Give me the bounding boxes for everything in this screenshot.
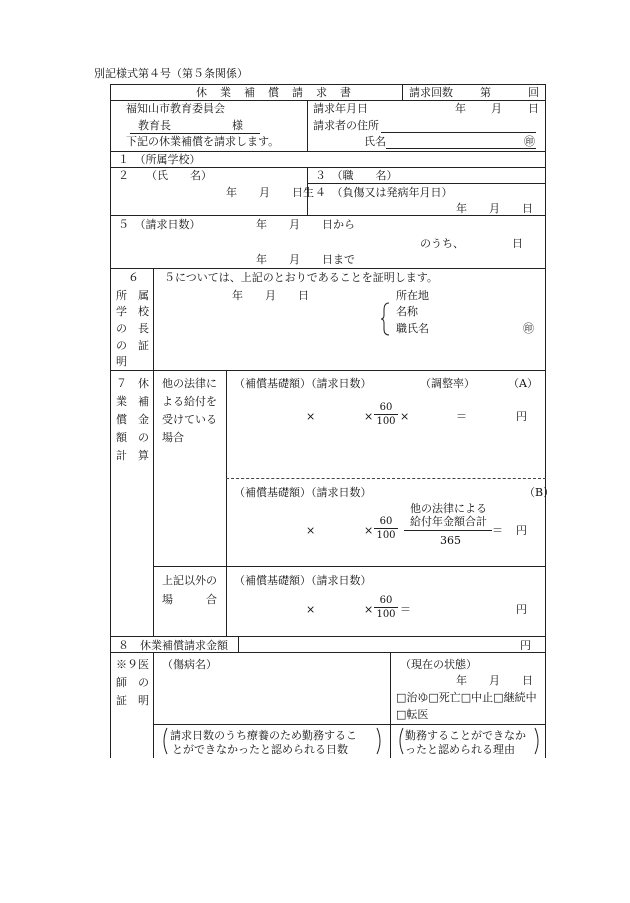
case2-line2: 場 合 <box>162 593 217 606</box>
fraction-a: 60 100 <box>374 402 398 427</box>
form-id: 別記様式第４号（第５条関係） <box>94 67 248 80</box>
state-options-2[interactable]: □転医 <box>396 708 429 721</box>
period-from: 年 月 日から <box>256 218 355 231</box>
paren-right-icon <box>534 727 542 755</box>
state-date: 年 月 日 <box>456 674 533 687</box>
times-c1: × <box>306 603 316 616</box>
person-name-label: （氏 名） <box>146 169 212 182</box>
yen-a: 円 <box>516 410 527 423</box>
r6-vertical-4: の 証 <box>116 339 149 352</box>
r7-vertical-1: ７ 休 <box>116 377 149 390</box>
request-days-label: ５ （請求日数） <box>118 218 201 231</box>
school-label: １ （所属学校） <box>118 153 201 166</box>
yen-c: 円 <box>516 603 527 616</box>
principal-name-label: 職氏名 <box>396 322 429 335</box>
case2-line1: 上記以外の <box>162 574 217 587</box>
addressee-name: 教育長 <box>138 119 171 132</box>
equals-c: ＝ <box>400 603 411 616</box>
claim-amount-yen: 円 <box>520 639 531 652</box>
paren-left-icon <box>160 727 168 755</box>
principal-seal: ㊞ <box>523 322 534 335</box>
other-benefit-2: 給付年金額合計 <box>410 515 487 528</box>
period-to: 年 月 日まで <box>256 253 355 266</box>
injury-date: 年 月 日 <box>456 202 533 215</box>
formula-b-header: （補償基礎額）（請求日数） <box>234 486 372 499</box>
mark-b: （B） <box>524 486 555 499</box>
yen-b: 円 <box>516 524 527 537</box>
formula-c-header: （補償基礎額）（請求日数） <box>234 574 372 587</box>
r7-vertical-4: 額 の <box>116 431 149 444</box>
address-field[interactable] <box>381 132 536 133</box>
times-a1: × <box>306 410 316 423</box>
equals-b: ＝ <box>492 524 503 537</box>
claim-amount-label: ８ 休業補償請求金額 <box>118 639 228 652</box>
count-label: 請求回数 <box>409 86 453 99</box>
period-within: のうち、 <box>420 237 464 250</box>
r6-vertical-5: 明 <box>116 355 127 368</box>
paren-left-icon <box>396 727 404 755</box>
case1-line3: 受けている <box>162 413 217 426</box>
count-unit: 回 <box>528 86 539 99</box>
mark-a: （A） <box>508 377 538 390</box>
state-options-1[interactable]: □治ゆ□死亡□中止□継続中 <box>396 691 537 704</box>
times-c2: × <box>364 603 374 616</box>
certify-text: ５については、上記のとおりであることを証明します。 <box>164 271 438 284</box>
times-a3: × <box>400 410 410 423</box>
formula-a-header: （補償基礎額）（請求日数） <box>234 377 372 390</box>
request-month: 月 <box>491 102 502 115</box>
school-name-label: 名称 <box>396 305 418 318</box>
case1-line4: 場合 <box>162 431 184 444</box>
reason-question-1: 勤務することができなか <box>405 729 526 742</box>
address-label: 請求者の住所 <box>313 119 379 132</box>
other-benefit-1: 他の法律による <box>410 502 487 515</box>
case1-line2: よる給付を <box>162 395 217 408</box>
period-days: 日 <box>512 237 523 250</box>
r9-vertical-1: ※９医 <box>116 658 149 671</box>
reason-question-2: ったと認められる理由 <box>405 743 515 756</box>
brace-icon <box>380 302 390 336</box>
paren-right-icon <box>376 727 384 755</box>
count-nth: 第 <box>480 86 491 99</box>
days-question-1: 請求日数のうち療養のため勤務するこ <box>170 729 357 742</box>
r6-vertical-1: 所 属 <box>116 289 149 302</box>
times-a2: × <box>364 410 374 423</box>
injury-name-label: （傷病名） <box>162 658 217 671</box>
times-b2: × <box>364 524 374 537</box>
fraction-c: 60 100 <box>374 595 398 620</box>
name-field[interactable] <box>386 148 536 149</box>
request-year: 年 <box>455 102 466 115</box>
r6-vertical-2: 学 校 <box>116 305 149 318</box>
birth-date: 年 月 日生 <box>226 186 314 199</box>
form-title: 休 業 補 償 請 求 書 <box>196 86 352 99</box>
addressee-org: 福知山市教育委員会 <box>126 102 225 115</box>
equals-a: ＝ <box>456 410 467 423</box>
r2-num: ２ <box>118 169 129 182</box>
certify-date: 年 月 日 <box>232 289 309 302</box>
r6-num: ６ <box>128 271 139 284</box>
r6-vertical-3: の 長 <box>116 322 149 335</box>
name-label: 氏名 <box>364 135 386 148</box>
times-b1: × <box>306 524 316 537</box>
job-title-label: ３ （職 名） <box>315 169 398 182</box>
days-question-2: とができなかったと認められる日数 <box>172 743 348 756</box>
current-state-label: （現在の状態） <box>400 658 477 671</box>
case1-line1: 他の法律に <box>162 377 217 390</box>
r9-vertical-2: 師 の <box>116 676 149 689</box>
divisor-365: 365 <box>440 534 461 547</box>
school-address-label: 所在地 <box>396 289 429 302</box>
addressee-honorific: 様 <box>232 119 243 132</box>
seal-mark: ㊞ <box>524 135 535 148</box>
r7-vertical-5: 計 算 <box>116 449 149 462</box>
adjust-rate-label: （調整率） <box>420 377 475 390</box>
fraction-b: 60 100 <box>374 516 398 541</box>
request-date-label: 請求年月日 <box>313 102 368 115</box>
r7-vertical-2: 業 補 <box>116 395 149 408</box>
r9-vertical-3: 証 明 <box>116 694 149 707</box>
injury-date-label: ４ （負傷又は発病年月日） <box>315 186 453 199</box>
r7-vertical-3: 償 金 <box>116 413 149 426</box>
request-day: 日 <box>528 102 539 115</box>
request-statement: 下記の休業補償を請求します。 <box>126 135 280 148</box>
